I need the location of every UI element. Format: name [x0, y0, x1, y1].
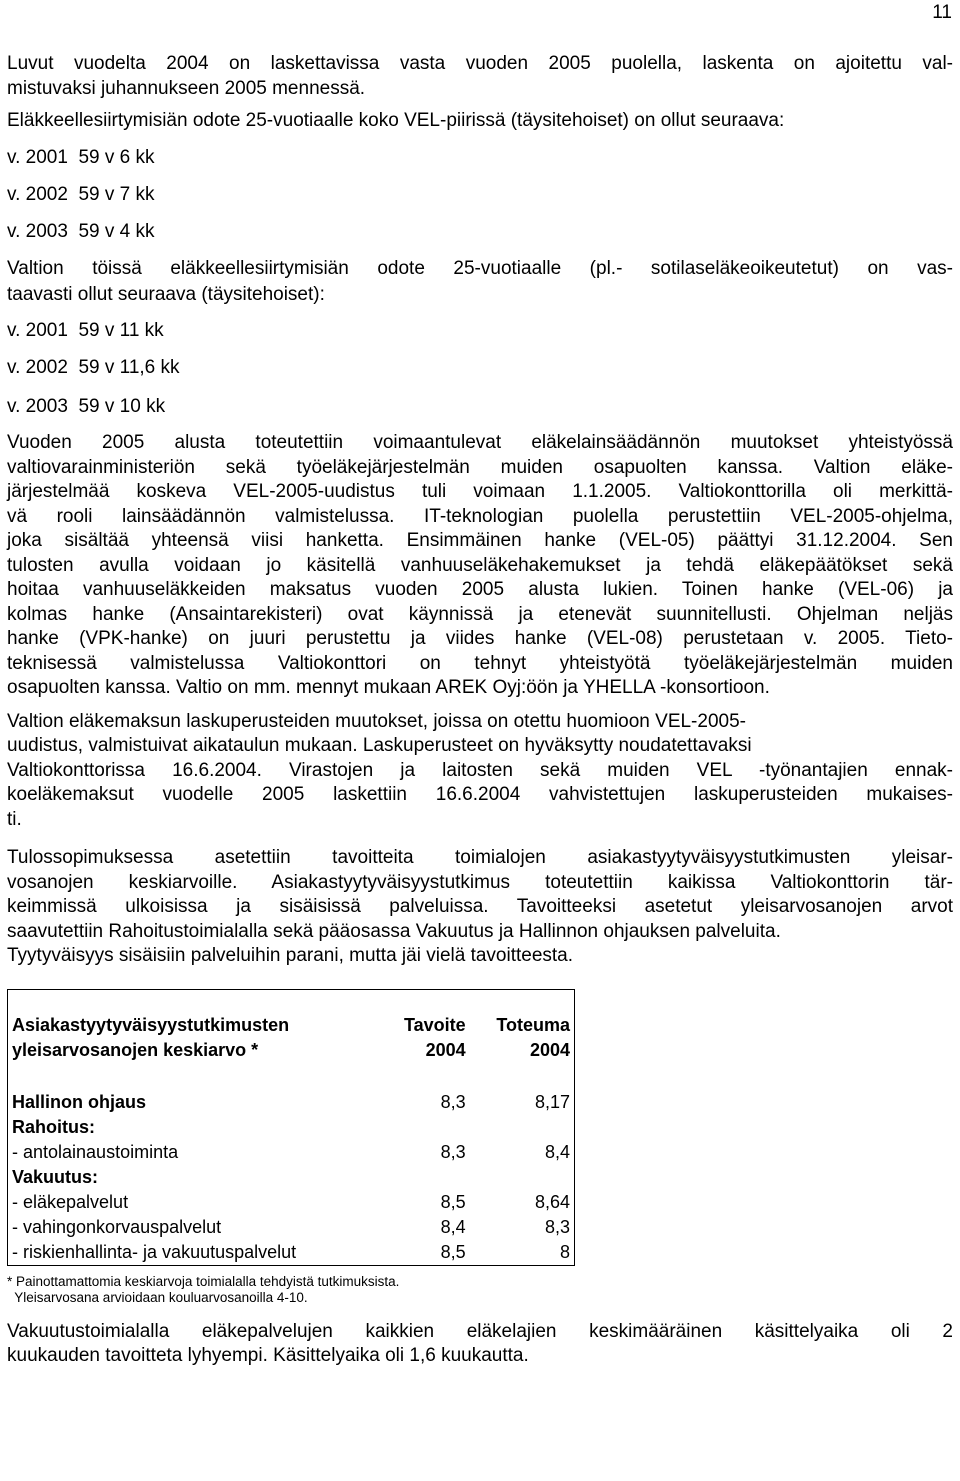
text-line: Valtion töissä eläkkeellesiirtymisiän odote 25-vuotiaalle (pl.- sotilaseläkeoikeutetut) on vas-: [7, 258, 953, 279]
row-actual: 8,64: [534, 1191, 570, 1212]
row-target: [381, 1165, 470, 1190]
header-cell-actual: 2004: [529, 1039, 570, 1060]
table-row: [8, 1165, 575, 1190]
text-line: Tulossopimuksessa asetettiin tavoitteita toimialojen asiakastyytyväisyystutkimusten yleisar-: [7, 847, 953, 868]
text-line: Luvut vuodelta 2004 on laskettavissa vasta vuoden 2005 puolella, laskenta on ajoitettu val-: [7, 53, 953, 74]
page-number: 11: [932, 2, 952, 23]
text-line: v. 2001 59 v 11 kk: [7, 320, 164, 341]
table-header-row: [8, 1013, 575, 1038]
table-row: [8, 1240, 575, 1266]
table-row: [8, 1190, 575, 1215]
text-line: v. 2001 59 v 6 kk: [7, 147, 155, 168]
text-line: kolmas hanke (Ansaintarekisteri) ovat käynnissä ja etenevät suunnitellusti. Ohjelman neljäs: [7, 603, 953, 625]
row-label: - riskienhallinta- ja vakuutuspalvelut: [12, 1241, 297, 1262]
spacer: [7, 1306, 953, 1320]
text-line: mistuvaksi juhannukseen 2005 mennessä.: [7, 78, 366, 99]
row-target: 8,5: [440, 1241, 466, 1262]
table-row: [8, 1115, 575, 1140]
row-label: - antolainaustoiminta: [12, 1141, 179, 1162]
text-line: osapuolten kanssa. Valtio on mm. mennyt mukaan AREK Oyj:öön ja YHELLA -konsortioon.: [7, 677, 770, 698]
spacer: [7, 969, 953, 989]
row-actual: 8,3: [544, 1216, 570, 1237]
text-line: taavasti ollut seuraava (täysitehoiset):: [7, 284, 325, 305]
text-line: järjestelmää koskeva VEL-2005-uudistus tuli voimaan 1.1.2005. Valtiokonttorilla oli merkittä-: [7, 481, 953, 502]
text-line: uudistus, valmistuivat aikataulun mukaan. Laskuperusteet on hyväksytty noudatettavaksi: [7, 735, 752, 756]
text-line: Valtion eläkemaksun laskuperusteiden muutokset, joissa on otettu huomioon VEL-2005-: [7, 710, 746, 732]
text-line: koeläkemaksut vuodelle 2005 laskettiin 16.6.2004 vahvistettujen laskuperusteiden mukaises-: [7, 784, 953, 805]
row-target: 8,3: [440, 1141, 466, 1162]
row-label: Rahoitus:: [12, 1116, 95, 1137]
paragraph-pension-fee: [7, 710, 953, 833]
footnote: Yleisarvosana arvioidaan kouluarvosanoilla 4-10.: [7, 1289, 308, 1305]
table-footnotes: [7, 1274, 953, 1306]
text-line: Vakuutustoimialalla eläkepalvelujen kaikkien eläkelajien keskimääräinen käsittelyaika oli 2: [7, 1320, 953, 1342]
satisfaction-table: [7, 989, 575, 1266]
spacer: [7, 701, 953, 710]
row-target: 8,5: [440, 1191, 466, 1212]
table-spacer-row: [8, 989, 575, 1013]
text-line: Tyytyväisyys sisäisiin palveluihin parani, mutta jäi vielä tavoitteesta.: [7, 945, 574, 966]
text-line: kuukauden tavoitteta lyhyempi. Käsittelyaika oli 1,6 kuukautta.: [7, 1345, 529, 1366]
text-line: keimmissä ulkoisissa ja sisäisissä palveluissa. Tavoitteeksi asetetut yleisarvosanojen arvot: [7, 896, 953, 917]
document-body: [7, 52, 953, 1369]
row-target: 8,3: [440, 1091, 466, 1112]
paragraph-satisfaction: [7, 846, 953, 969]
closing-paragraph: [7, 1320, 953, 1369]
text-line: v. 2003 59 v 10 kk: [7, 396, 166, 417]
row-actual: [470, 1165, 575, 1190]
table-header-row: [8, 1038, 575, 1063]
row-label: Hallinon ohjaus: [12, 1091, 147, 1112]
text-line: saavutettiin Rahoitustoimialalla sekä pääosassa Vakuutus ja Hallinnon ohjauksen palveluita.: [7, 920, 781, 942]
row-target: 8,4: [440, 1216, 466, 1237]
header-cell-label: yleisarvosanojen keskiarvo *: [12, 1039, 259, 1060]
header-cell-target: 2004: [425, 1039, 466, 1060]
text-line: joka sisältää yhteensä viisi hanketta. Ensimmäinen hanke (VEL-05) päättyi 31.12.2004. Sen: [7, 530, 953, 551]
text-line: hanke (VPK-hanke) on juuri perustettu ja viides hanke (VEL-08) perustetaan v. 2005. Tieto-: [7, 628, 953, 649]
text-line: vä rooli lainsäädännön valmistelussa. IT-teknologian puolella perustettiin VEL-2005-ohjelma,: [7, 505, 953, 527]
text-line: teknisessä valmistelussa Valtiokonttori on tehnyt yhteistyötä työeläkejärjestelmän muiden: [7, 652, 953, 674]
row-actual: 8: [559, 1241, 570, 1262]
row-label: - eläkepalvelut: [12, 1191, 129, 1212]
text-line: tulosten avulla voidaan jo käsitellä vanhuuseläkehakemukset ja tehdä eläkepäätökset sekä: [7, 554, 953, 576]
text-line: v. 2002 59 v 11,6 kk: [7, 357, 180, 378]
row-actual: [470, 1115, 575, 1140]
text-line: valtiovarainministeriön sekä työeläkejärjestelmän muiden osapuolten kanssa. Valtion eläke-: [7, 456, 953, 478]
text-line: vosanojen keskiarvoille. Asiakastyytyväisyystutkimus toteutettiin kaikissa Valtiokonttorin tär-: [7, 871, 953, 893]
row-target: [381, 1115, 470, 1140]
text-line: v. 2002 59 v 7 kk: [7, 184, 155, 205]
table-row: [8, 1215, 575, 1240]
footnote: * Painottamattomia keskiarvoja toimialalla tehdyistä tutkimuksista.: [7, 1273, 400, 1289]
text-line: ti.: [7, 808, 22, 830]
spacer: [7, 832, 953, 846]
row-actual: 8,4: [544, 1141, 570, 1162]
text-line: Valtiokonttorissa 16.6.2004. Virastojen ja laitosten sekä muiden VEL -työnantajien ennak-: [7, 759, 953, 781]
intro-section: [7, 52, 953, 427]
header-cell-target: Tavoite: [403, 1014, 466, 1035]
header-cell-actual: Toteuma: [496, 1014, 570, 1035]
table-row: [8, 1140, 575, 1165]
table-row: [8, 1090, 575, 1115]
row-label: - vahingonkorvauspalvelut: [12, 1216, 222, 1237]
text-line: Vuoden 2005 alusta toteutettiin voimaantulevat eläkelainsäädännön muutokset yhteistyössä: [7, 432, 953, 453]
text-line: Eläkkeellesiirtymisiän odote 25-vuotiaalle koko VEL-piirissä (täysitehoiset) on ollut seuraava:: [7, 110, 785, 131]
table-spacer-row: [8, 1063, 575, 1090]
row-label: Vakuutus:: [12, 1166, 99, 1187]
header-cell-label: Asiakastyytyväisyystutkimusten: [12, 1014, 290, 1035]
row-actual: 8,17: [534, 1091, 570, 1112]
text-line: hoitaa vanhuuseläkkeiden maksatus vuoden 2005 alusta lukien. Toinen hanke (VEL-06) ja: [7, 579, 953, 600]
paragraph-legislation: [7, 431, 953, 701]
text-line: v. 2003 59 v 4 kk: [7, 221, 155, 242]
